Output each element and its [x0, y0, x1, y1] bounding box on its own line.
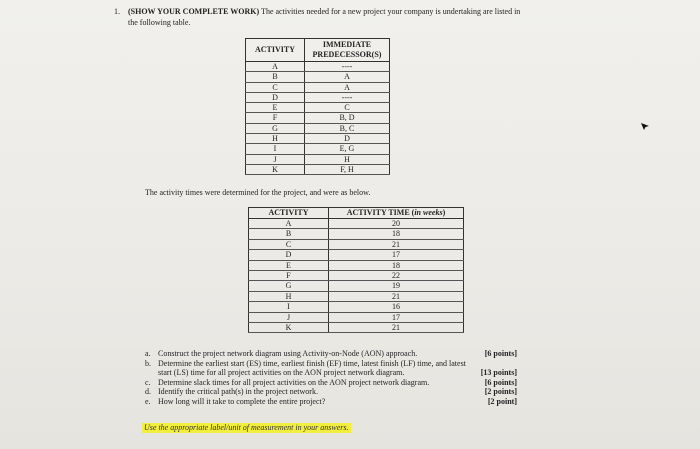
activity-cell: F [246, 113, 305, 123]
predecessor-cell: ---- [305, 62, 390, 72]
time-cell: 21 [329, 323, 464, 333]
subquestion-text: Construct the project network diagram using Activity-on-Node (AON) approach. [158, 349, 418, 358]
predecessor-row [246, 113, 390, 123]
activity-cell: C [249, 239, 329, 249]
question-bold-lead: (SHOW YOUR COMPLETE WORK) [128, 7, 260, 16]
activity-cell: H [249, 291, 329, 301]
activity-time-row [249, 291, 464, 301]
predecessor-row [246, 62, 390, 72]
time-cell: 20 [329, 219, 464, 229]
times-intro: The activity times were determined for the project, and were as below. [145, 188, 371, 197]
activity-time-row [249, 302, 464, 312]
predecessor-cell: C [305, 103, 390, 113]
activity-cell: G [246, 123, 305, 133]
predecessor-row [246, 154, 390, 164]
activity-cell: D [246, 92, 305, 102]
activity-time-row [249, 312, 464, 322]
predecessor-row [246, 164, 390, 174]
activity-cell: J [249, 312, 329, 322]
subquestion-letter: c. [145, 377, 151, 387]
subquestion-item [145, 397, 517, 407]
time-cell: 19 [329, 281, 464, 291]
activity-time-row [249, 323, 464, 333]
predecessor-cell: A [305, 82, 390, 92]
time-cell: 21 [329, 239, 464, 249]
predecessor-row [246, 134, 390, 144]
activity-cell: A [249, 219, 329, 229]
predecessor-cell: B, D [305, 113, 390, 123]
highlighted-note: Use the appropriate label/unit of measurement in your answers. [144, 423, 349, 432]
predecessor-row [246, 123, 390, 133]
activity-cell: A [246, 62, 305, 72]
subquestion-letter: d. [145, 387, 151, 397]
predecessor-row [246, 92, 390, 102]
predecessor-row [246, 82, 390, 92]
predecessor-cell: ---- [305, 92, 390, 102]
subquestion-points: [6 points] [484, 377, 517, 387]
subquestion-points: [2 points] [484, 387, 517, 397]
activity-cell: E [246, 103, 305, 113]
predecessor-table [245, 38, 390, 175]
activity-time-row [249, 239, 464, 249]
mouse-cursor-icon [640, 121, 650, 131]
activity-cell: K [249, 323, 329, 333]
activity-time-row [249, 281, 464, 291]
activity-cell: H [246, 134, 305, 144]
activity-cell: E [249, 260, 329, 270]
activity-cell: B [249, 229, 329, 239]
predecessor-cell: B, C [305, 123, 390, 133]
predecessor-cell: E, G [305, 144, 390, 154]
question-number: 1. [114, 7, 120, 16]
predecessor-cell: A [305, 72, 390, 82]
subquestion-text: Determine the earliest start (ES) time, earliest finish (EF) time, latest finish (LF) time, and latest start (LS) time for all project activities on the AON project network diagram. [158, 358, 466, 378]
activity-cell: D [249, 250, 329, 260]
activity-cell: C [246, 82, 305, 92]
time-header-time: ACTIVITY TIME (in weeks) [329, 208, 464, 219]
activity-cell: G [249, 281, 329, 291]
activity-time-row [249, 260, 464, 270]
activity-cell: F [249, 271, 329, 281]
predecessor-cell: H [305, 154, 390, 164]
time-cell: 22 [329, 271, 464, 281]
time-cell: 16 [329, 302, 464, 312]
subquestion-points: [2 point] [487, 396, 517, 406]
activity-cell: K [246, 164, 305, 174]
subquestion-item [145, 378, 517, 388]
question-text: The activities needed for a new project your company is undertaking are listed in the following table. [128, 7, 521, 27]
time-cell: 18 [329, 260, 464, 270]
predecessor-header-predecessors: IMMEDIATE PREDECESSOR(S) [305, 39, 390, 62]
activity-time-table [248, 207, 464, 333]
question-intro [114, 6, 528, 28]
time-cell: 18 [329, 229, 464, 239]
predecessor-row [246, 72, 390, 82]
subquestion-text: Determine slack times for all project activities on the AON project network diagram. [158, 377, 430, 387]
predecessor-cell: F, H [305, 164, 390, 174]
predecessor-row [246, 144, 390, 154]
subquestion-item [145, 359, 517, 378]
time-cell: 21 [329, 291, 464, 301]
activity-cell: J [246, 154, 305, 164]
subquestion-list [145, 349, 517, 407]
predecessor-header-activity: ACTIVITY [246, 39, 305, 62]
predecessor-cell: D [305, 134, 390, 144]
activity-cell: B [246, 72, 305, 82]
subquestion-item [145, 349, 517, 359]
subquestion-text: Identify the critical path(s) in the project network. [158, 387, 318, 397]
time-cell: 17 [329, 250, 464, 260]
activity-time-row [249, 219, 464, 229]
subquestion-letter: a. [145, 349, 151, 358]
subquestion-letter: b. [145, 358, 151, 368]
activity-time-row [249, 229, 464, 239]
subquestion-points: [6 points] [484, 349, 517, 358]
activity-cell: I [246, 144, 305, 154]
subquestion-text: How long will it take to complete the entire project? [158, 396, 326, 406]
subquestion-points: [13 points] [480, 368, 517, 378]
predecessor-row [246, 103, 390, 113]
time-cell: 17 [329, 312, 464, 322]
activity-time-row [249, 250, 464, 260]
activity-cell: I [249, 302, 329, 312]
subquestion-item [145, 387, 517, 397]
activity-time-row [249, 271, 464, 281]
time-header-activity: ACTIVITY [249, 208, 329, 219]
subquestion-letter: e. [145, 396, 151, 406]
